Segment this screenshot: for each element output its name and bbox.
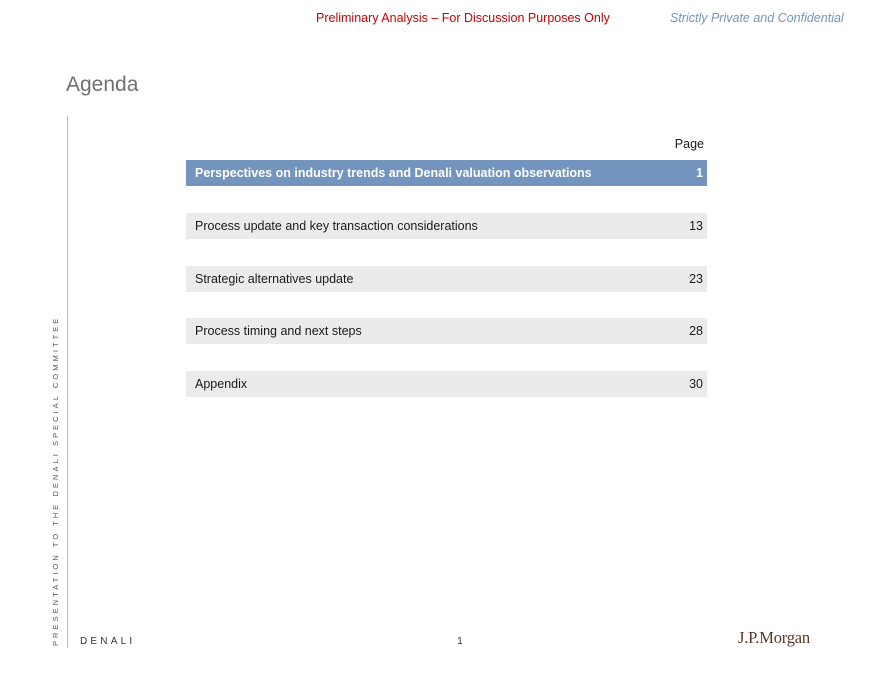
agenda-item[interactable]	[186, 213, 707, 239]
agenda-item[interactable]	[186, 160, 707, 186]
agenda-item-label: Process update and key transaction considerations	[195, 219, 478, 233]
confidential-notice: Strictly Private and Confidential	[670, 11, 844, 25]
jpmorgan-logo: J.P.Morgan	[738, 628, 810, 647]
side-vertical-text: PRESENTATION TO THE DENALI SPECIAL COMMITTEE	[51, 315, 60, 646]
page-column-header: Page	[674, 137, 704, 151]
agenda-item-label: Appendix	[195, 377, 248, 391]
agenda-item-page: 30	[689, 377, 703, 391]
agenda-item-label: Strategic alternatives update	[195, 272, 354, 286]
agenda-item[interactable]	[186, 371, 707, 397]
footer-page-number: 1	[457, 636, 463, 647]
vertical-divider	[67, 116, 68, 648]
preliminary-notice: Preliminary Analysis – For Discussion Purposes Only	[316, 11, 610, 25]
agenda-item[interactable]	[186, 318, 707, 344]
page-title: Agenda	[66, 73, 139, 96]
agenda-item-page: 1	[696, 166, 703, 180]
agenda-item-label: Process timing and next steps	[195, 324, 362, 338]
footer-project-name: DENALI	[80, 636, 136, 647]
agenda-item-label: Perspectives on industry trends and Denali valuation observations	[195, 166, 592, 180]
agenda-item[interactable]	[186, 266, 707, 292]
agenda-item-page: 23	[689, 272, 703, 286]
agenda-item-page: 28	[689, 324, 703, 338]
agenda-item-page: 13	[689, 219, 703, 233]
